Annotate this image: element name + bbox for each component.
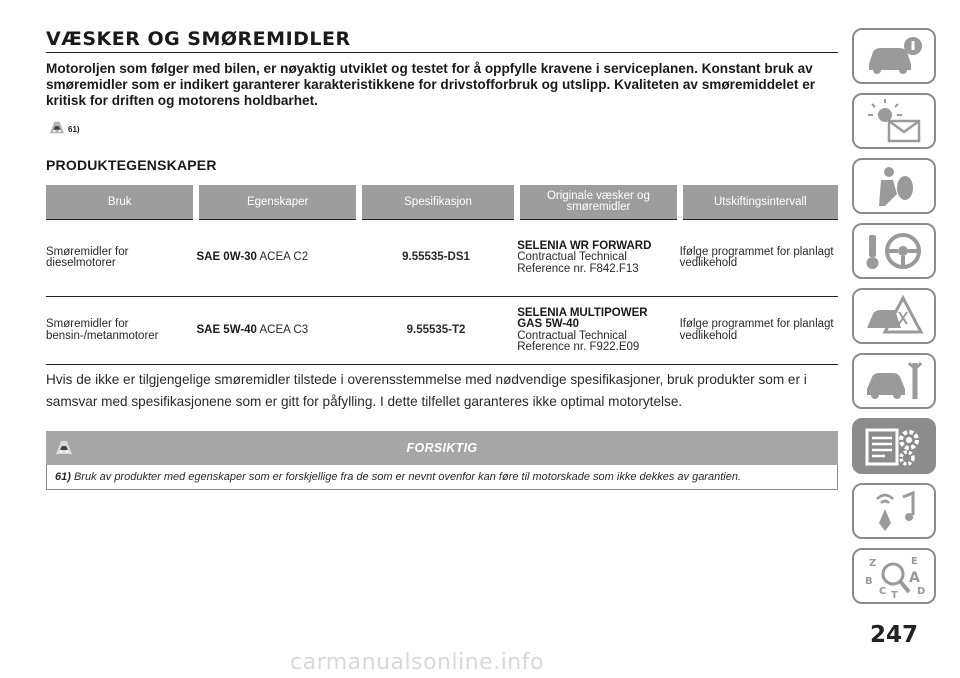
car-info-icon: [863, 34, 925, 78]
tab-breakdown[interactable]: [852, 288, 936, 344]
product-reference: Contractual Technical Reference nr. F842.F13: [517, 251, 639, 275]
page-number: 247: [870, 622, 919, 648]
car-warning-icon: [54, 439, 74, 456]
tab-multimedia[interactable]: [852, 483, 936, 539]
oil-grade: SAE 5W-40: [196, 323, 257, 336]
breakdown-warning-icon: [863, 294, 925, 338]
section-title: PRODUKTEGENSKAPER: [46, 157, 217, 173]
index-letter: C: [879, 586, 887, 597]
index-az-icon: [863, 554, 925, 598]
product-name: SELENIA WR FORWARD: [517, 239, 652, 252]
page-title: VÆSKER OG SMØREMIDLER: [46, 28, 838, 53]
index-letter: E: [911, 556, 918, 567]
caution-box: [46, 431, 838, 490]
table-row: [46, 297, 838, 365]
tab-car-maintenance[interactable]: [852, 353, 936, 409]
caution-title: FORSIKTIG: [406, 441, 478, 455]
caution-body: [46, 465, 838, 490]
index-letter: Z: [869, 558, 877, 569]
cell-interval: Ifølge programmet for planlagt vedlikehold: [679, 318, 834, 342]
product-name: SELENIA MULTIPOWER GAS 5W-40: [517, 306, 648, 330]
technical-data-icon: [863, 424, 925, 468]
cell-product: [517, 220, 679, 297]
index-letter: B: [865, 576, 873, 587]
car-warning-icon: [48, 120, 66, 135]
acea-class: ACEA C2: [259, 251, 309, 264]
cell-product: [517, 297, 679, 365]
index-letter: A: [909, 570, 920, 586]
header-bruk: Bruk: [46, 185, 196, 220]
product-reference: Contractual Technical Reference nr. F922.E09: [517, 329, 640, 353]
tab-seat-airbag[interactable]: [852, 158, 936, 214]
header-spesifikasjon: Spesifikasjon: [359, 185, 517, 220]
table-row: [46, 220, 838, 297]
cell-spec: 9.55535-T2: [406, 323, 466, 336]
header-originale: Originale væsker og smøremidler: [517, 185, 679, 220]
header-egenskaper: Egenskaper: [196, 185, 358, 220]
key-steering-icon: [863, 229, 925, 273]
page-content: [46, 28, 838, 490]
index-letter: D: [917, 586, 925, 597]
caution-ref: 61): [55, 471, 71, 483]
tab-index[interactable]: [852, 548, 936, 604]
chapter-sidebar: [852, 28, 940, 613]
cell-properties: [196, 220, 358, 297]
caution-text: Bruk av produkter med egenskaper som er forskjellige fra de som er nevnt ovenfor kan føre til motorskade som ikke dekkes av garantien.: [73, 471, 741, 483]
header-utskifting: Utskiftingsintervall: [680, 185, 838, 220]
cell-spec: 9.55535-DS1: [402, 251, 470, 264]
seat-airbag-icon: [863, 164, 925, 208]
intro-paragraph: Motoroljen som følger med bilen, er nøyaktig utviklet og testet for å oppfylle kravene i serviceplanen. Konstant bruk av smøremidler som er indikert garanterer karakteristikkene for drivstofforbruk og utslipp. Kvaliteten av smøremiddelet er kritisk for driften og motorens holdbarhet.: [46, 61, 816, 108]
caution-header: [46, 431, 838, 465]
watermark: carmanualsonline.info: [290, 650, 544, 675]
lights-message-icon: [863, 99, 925, 143]
tab-lights-message[interactable]: [852, 93, 936, 149]
table-header-row: [46, 185, 838, 220]
substitute-note: Hvis de ikke er tilgjengelige smøremidler tilstede i overensstemmelse med nødvendige spesifikasjoner, bruk produkter som er i samsvar med spesifikasjonene som er gitt for påfylling. I dette tilfellet garanteres ikke optimal motorytelse.: [46, 372, 807, 409]
multimedia-icon: [863, 489, 925, 533]
acea-class: ACEA C3: [259, 323, 309, 336]
oil-grade: SAE 0W-30: [196, 251, 257, 264]
car-maintenance-icon: [863, 359, 925, 403]
warning-ref-number: 61): [68, 125, 80, 134]
warning-reference: [48, 115, 838, 135]
cell-use: Smøremidler for bensin-/metanmotorer: [46, 318, 159, 342]
lubricant-table: [46, 185, 838, 365]
tab-technical-data[interactable]: [852, 418, 936, 474]
cell-properties: [196, 297, 358, 365]
cell-interval: Ifølge programmet for planlagt vedlikehold: [679, 245, 834, 269]
cell-use: Smøremidler for dieselmotorer: [46, 245, 129, 269]
tab-key-steering[interactable]: [852, 223, 936, 279]
tab-car-info[interactable]: [852, 28, 936, 84]
index-letter: T: [891, 590, 898, 598]
